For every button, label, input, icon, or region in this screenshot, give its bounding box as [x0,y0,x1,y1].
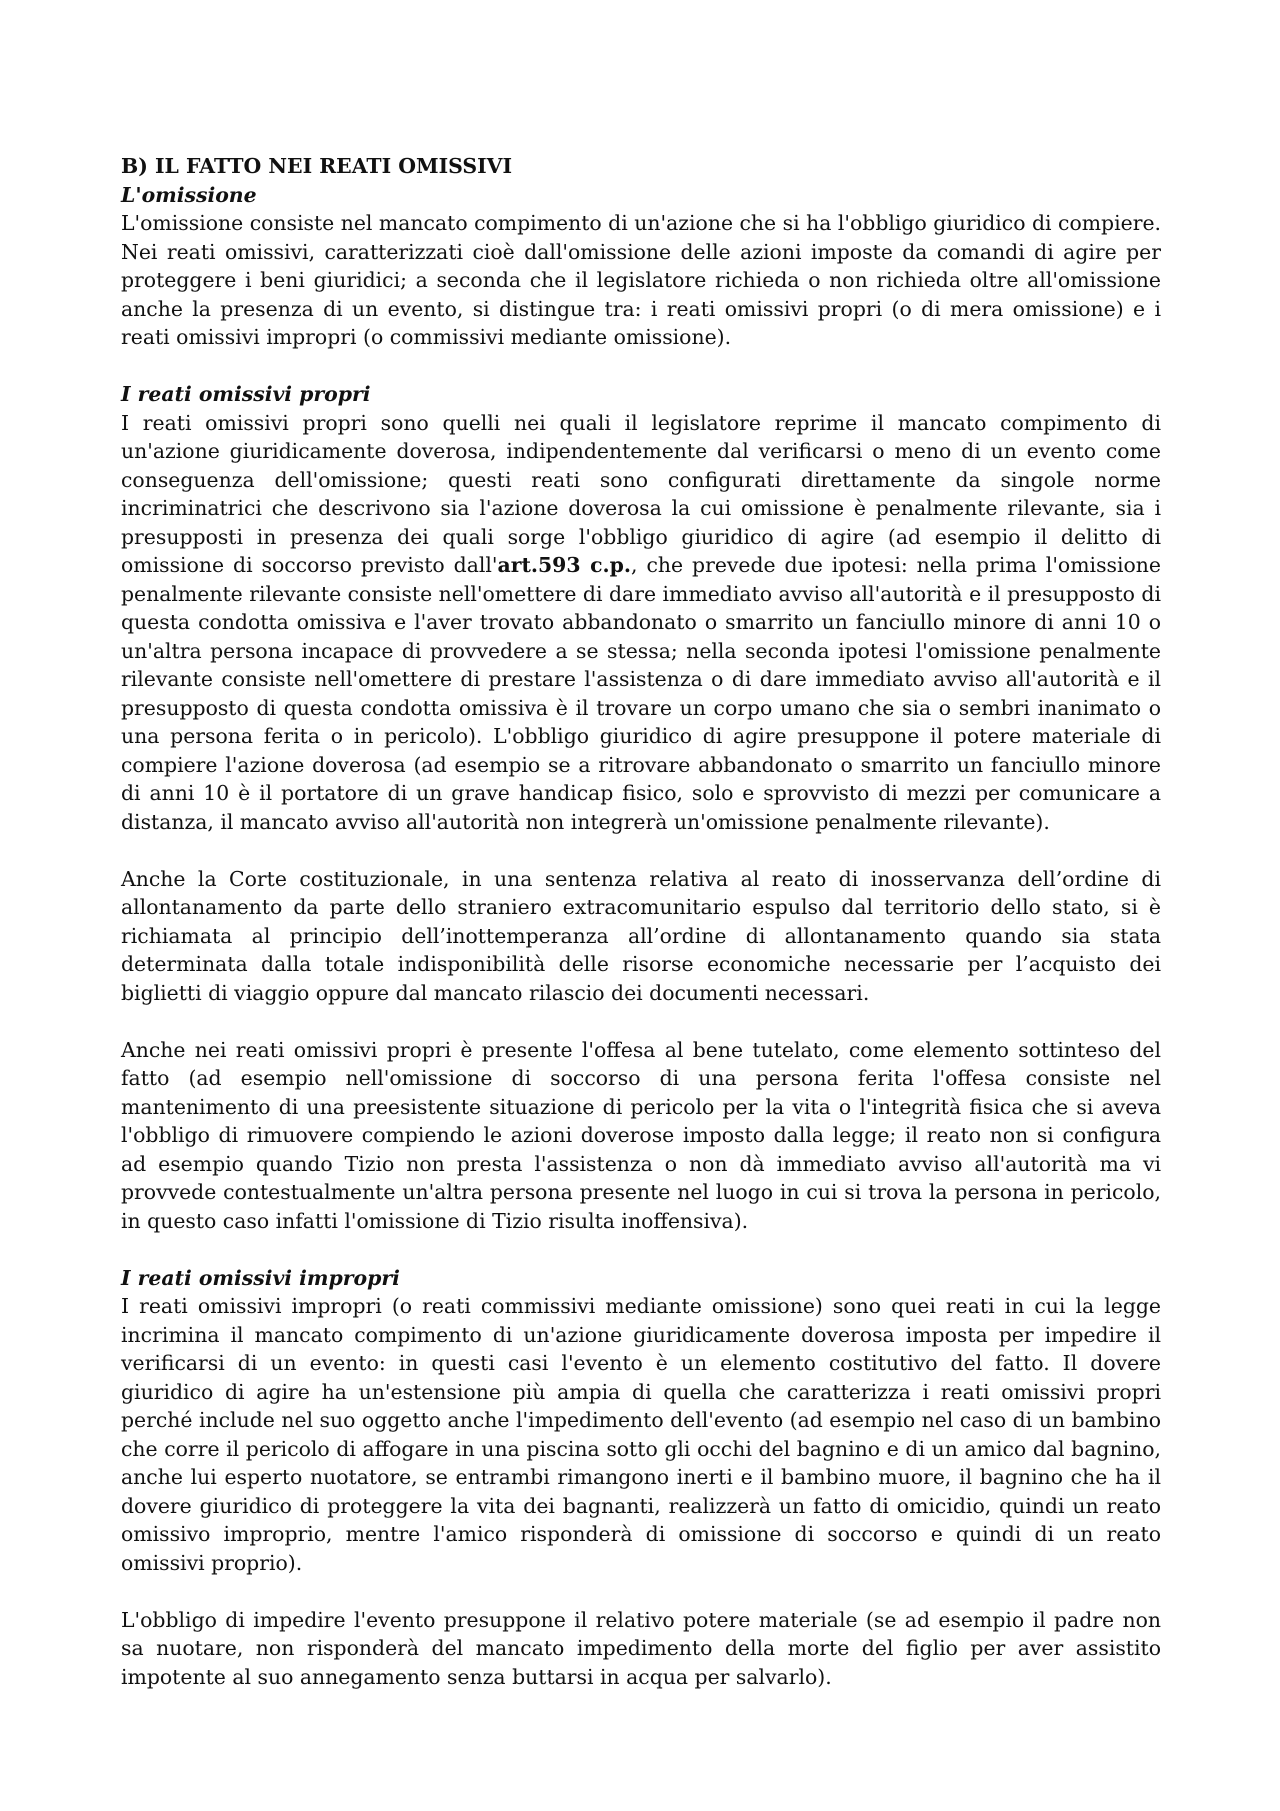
document-page [121,152,1161,1691]
paragraph-impropri-1: I reati omissivi impropri (o reati commissivi mediante omissione) sono quei reati in cui la legge incrimina il mancato compimento di un'azione giuridicamente doverosa imposta per impedire il verificarsi di un evento: in questi casi l'evento è un elemento costitutivo del fatto. Il dovere giuridico di agire ha un'estensione più ampia di quella che caratterizza i reati omissivi propri perché include nel suo oggetto anche l'impedimento dell'evento (ad esempio nel caso di un bambino che corre il pericolo di affogare in una piscina sotto gli occhi del bagnino e di un amico dal bagnino, anche lui esperto nuotatore, se entrambi rimangono inerti e il bambino muore, il bagnino che ha il dovere giuridico di proteggere la vita dei bagnanti, realizzerà un fatto di omicidio, quindi un reato omissivo improprio, mentre l'amico risponderà di omissione di soccorso e quindi di un reato omissivi proprio). [121,1294,1161,1575]
paragraph-propri-2: Anche la Corte costituzionale, in una sentenza relativa al reato di inosservanza dell’ordine di allontanamento da parte dello straniero extracomunitario espulso dal territorio dello stato, si è richiamata al principio dell’inottemperanza all’ordine di allontanamento quando sia stata determinata dalla totale indisponibilità delle risorse economiche necessarie per l’acquisto dei biglietti di viaggio oppure dal mancato rilascio dei documenti necessari. [121,866,1161,1005]
article-reference: art.593 c.p. [497,553,631,577]
document-title: B) IL FATTO NEI REATI OMISSIVI [121,154,513,178]
paragraph-impropri-2: L'obbligo di impedire l'evento presuppone il relativo potere materiale (se ad esempio il padre non sa nuotare, non risponderà del mancato impedimento della morte del figlio per aver assistito impotente al suo annegamento senza buttarsi in acqua per salvarlo). [121,1607,1161,1689]
heading-reati-omissivi-propri: I reati omissivi propri [121,382,371,406]
paragraph-omissione: L'omissione consiste nel mancato compimento di un'azione che si ha l'obbligo giuridico di compiere. Nei reati omissivi, caratterizzati cioè dall'omissione delle azioni imposte da comandi di agire per proteggere i beni giuridici; a seconda che il legislatore richieda o non richieda oltre all'omissione anche la presenza di un evento, si distingue tra: i reati omissivi propri (o di mera omissione) e i reati omissivi impropri (o commissivi mediante omissione). [121,211,1161,349]
heading-reati-omissivi-impropri: I reati omissivi impropri [121,1265,400,1290]
paragraph-propri-3: Anche nei reati omissivi propri è presente l'offesa al bene tutelato, come elemento sottinteso del fatto (ad esempio nell'omissione di soccorso di una persona ferita l'offesa consiste nel mantenimento di una preesistente situazione di pericolo per la vita o l'integrità fisica che si aveva l'obbligo di rimuovere compiendo le azioni doverose imposto dalla legge; il reato non si configura ad esempio quando Tizio non presta l'assistenza o non dà immediato avviso all'autorità ma vi provvede contestualmente un'altra persona presente nel luogo in cui si trova la persona in pericolo, in questo caso infatti l'omissione di Tizio risulta inoffensiva). [121,1037,1161,1233]
paragraph-propri-1-text-b: , che prevede due ipotesi: nella prima l'omissione penalmente rilevante consiste nell'omettere di dare immediato avviso all'autorità e il presupposto di questa condotta omissiva e l'aver trovato abbandonato o smarrito un fanciullo minore di anni 10 o un'altra persona incapace di provvedere a se stessa; nella seconda ipotesi l'omissione penalmente rilevante consiste nell'omettere di prestare l'assistenza o di dare immediato avviso all'autorità e il presupposto di questa condotta omissiva è il trovare un corpo umano che sia o sembri inanimato o una persona ferita o in pericolo). L'obbligo giuridico di agire presuppone il potere materiale di compiere l'azione doverosa (ad esempio se a ritrovare abbandonato o smarrito un fanciullo minore di anni 10 è il portatore di un grave handicap fisico, solo e sprovvisto di mezzi per comunicare a distanza, il mancato avviso all'autorità non integrerà un'omissione penalmente rilevante). [121,553,1161,834]
paragraph-propri-1-text-a: I reati omissivi propri sono quelli nei quali il legislatore reprime il mancato compimento di un'azione giuridicamente doverosa, indipendentemente dal verificarsi o meno di un evento come conseguenza dell'omissione; questi reati sono configurati direttamente da singole norme incriminatrici che descrivono sia l'azione doverosa la cui omissione è penalmente rilevante, sia i presupposti in presenza dei quali sorge l'obbligo giuridico di agire (ad esempio il delitto di omissione di soccorso previsto dall' [121,410,1161,577]
heading-omissione: L'omissione [121,182,257,207]
paragraph-propri-1 [121,409,1161,837]
